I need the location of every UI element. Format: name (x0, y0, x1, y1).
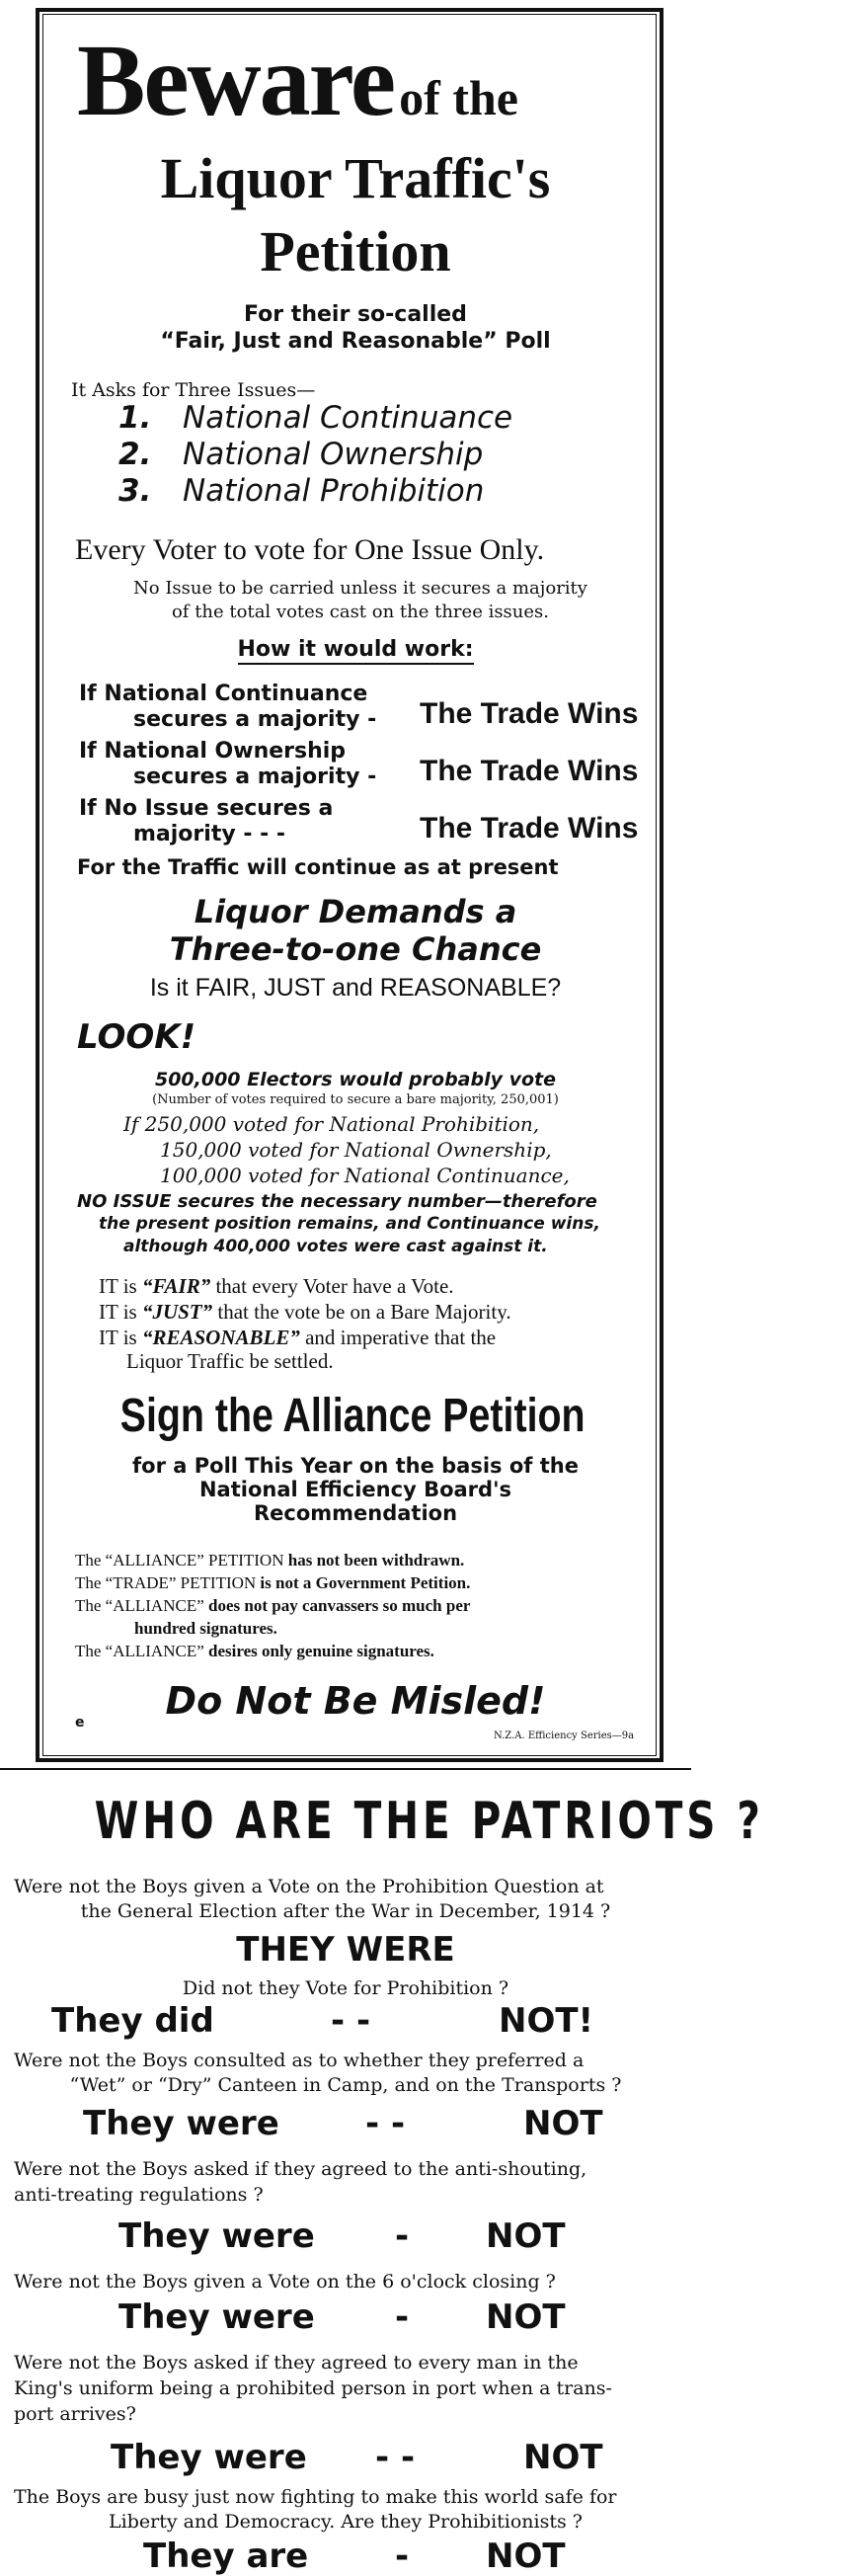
alliance-fact-subject: The “ALLIANCE” PETITION (75, 1551, 288, 1570)
issue-2 (118, 437, 652, 473)
how-heading-wrap (20, 637, 691, 662)
sub-so-called: For their so-called (244, 302, 467, 327)
traffic-continue: For the Traffic will continue as at present (77, 855, 559, 879)
work-row-line1: If National Continuance (79, 682, 368, 706)
question-6-line-3: port arrives? (14, 2403, 136, 2425)
answer-6-right: NOT (523, 2438, 603, 2477)
alliance-fact (75, 1640, 638, 1662)
question-2: Did not they Vote for Prohibition ? (182, 1977, 509, 1999)
answer-4-right: NOT (486, 2216, 566, 2256)
work-row-line2: majority - - - (133, 822, 286, 846)
it-is-prefix: IT is (99, 1274, 142, 1298)
electors-line: 500,000 Electors would probably vote (154, 1069, 557, 1090)
answer-5-left: They were (118, 2297, 315, 2337)
work-row-condition (79, 739, 425, 790)
question-4-line-2: anti-treating regulations ? (14, 2184, 264, 2206)
alliance-fact (75, 1571, 638, 1594)
alliance-fact (75, 1617, 638, 1640)
alliance-fact-text: hundred signatures. (134, 1619, 277, 1638)
question-6-line-2: King's uniform being a prohibited person in port when a trans- (14, 2377, 612, 2399)
issue-label: National Ownership (183, 437, 484, 472)
it-is-keyword: “FAIR” (141, 1274, 211, 1298)
answer-3-left: They were (83, 2104, 279, 2143)
question-7-line-2: Liberty and Democracy. Are they Prohibitionists ? (109, 2511, 583, 2533)
union-mark: e (75, 1715, 85, 1731)
one-issue-only: Every Voter to vote for One Issue Only. (75, 533, 545, 566)
it-is-keyword: “REASONABLE” (141, 1326, 300, 1349)
question-1-line-2: the General Election after the War in December, 1914 ? (80, 1900, 611, 1922)
question-5: Were not the Boys given a Vote on the 6 o'clock closing ? (14, 2271, 556, 2293)
it-is-just (99, 1300, 511, 1325)
headline-beware (77, 22, 669, 140)
work-row-line1: If National Ownership (79, 739, 347, 764)
answer-4-dash: - (395, 2216, 410, 2256)
answer-3-right: NOT (523, 2104, 603, 2143)
patriots-heading: WHO ARE THE PATRIOTS ? (94, 1792, 764, 1851)
answer-they-were: THEY WERE (236, 1930, 455, 1970)
majority-note-1: No Issue to be carried unless it secures a majority (133, 578, 587, 599)
issues-list (118, 400, 652, 510)
work-row-line1: If No Issue secures a (79, 796, 334, 821)
work-row-condition (79, 682, 425, 733)
question-1-line-1: Were not the Boys given a Vote on the Prohibition Question at (14, 1876, 604, 1897)
answer-6-left: They were (111, 2438, 307, 2477)
it-is-rest: and imperative that the (299, 1326, 497, 1349)
issue-label: National Continuance (183, 400, 513, 436)
vote-line-3: 100,000 voted for National Continuance, (160, 1164, 570, 1187)
it-is-fair (99, 1274, 454, 1299)
alliance-fact-text: does not pay canvassers so much per (208, 1596, 471, 1615)
poll-line-3: Recommendation (253, 1501, 458, 1525)
it-is-prefix: IT is (99, 1326, 142, 1349)
answer-4-left: They were (118, 2216, 315, 2256)
work-row-result: The Trade Wins (420, 697, 639, 730)
electors-note: (Number of votes required to secure a bare majority, 250,001) (152, 1092, 559, 1107)
question-3-line-2: “Wet” or “Dry” Canteen in Camp, and on the Transports ? (69, 2074, 622, 2096)
it-is-continued: Liquor Traffic be settled. (126, 1349, 334, 1373)
work-row-condition (79, 796, 425, 847)
no-issue-line-3: although 400,000 votes were cast against it. (123, 1237, 548, 1256)
fair-question: Is it FAIR, JUST and REASONABLE? (149, 974, 562, 1002)
how-heading: How it would work: (238, 637, 474, 665)
it-is-prefix: IT is (99, 1300, 142, 1324)
vote-line-1: If 250,000 voted for National Prohibition, (123, 1112, 540, 1136)
poll-line-2: National Efficiency Board's (198, 1478, 511, 1501)
question-7-line-1: The Boys are busy just now fighting to make this world safe for (14, 2486, 617, 2508)
issue-number: 3. (118, 473, 152, 509)
question-6-line-1: Were not the Boys asked if they agreed to every man in the (14, 2352, 579, 2374)
headline-petition: Petition (260, 219, 451, 283)
answer-7-right: NOT (486, 2536, 566, 2576)
sign-petition: Sign the Alliance Petition (119, 1390, 586, 1442)
work-row-line2: secures a majority - (133, 765, 377, 789)
headline-liquor-traffic: Liquor Traffic's (160, 146, 551, 210)
work-row-result: The Trade Wins (420, 755, 639, 787)
answer-3-dash: - - (365, 2104, 406, 2143)
divider-rule (0, 1768, 691, 1770)
asks-intro: It Asks for Three Issues— (71, 379, 316, 401)
issue-3 (118, 473, 652, 510)
sub-fair-poll: “Fair, Just and Reasonable” Poll (160, 329, 551, 354)
answer-2-dash: - - (331, 2001, 371, 2041)
headline-of-the: of the (399, 70, 518, 125)
it-is-reasonable (99, 1326, 496, 1350)
alliance-fact (75, 1594, 638, 1617)
patriots-heading-wrap (0, 1792, 764, 1851)
headline-beware-word: Beware (77, 24, 395, 137)
question-4-line-1: Were not the Boys asked if they agreed to the anti-shouting, (14, 2158, 587, 2180)
sign-petition-wrap (14, 1389, 691, 1443)
answer-7-left: They are (143, 2536, 309, 2576)
no-issue-line-2: the present position remains, and Continuance wins, (99, 1214, 600, 1234)
alliance-fact-subject: The “TRADE” PETITION (75, 1573, 261, 1592)
issue-1 (118, 400, 652, 437)
alliance-fact-subject: The “ALLIANCE” (75, 1642, 209, 1660)
poll-line-1: for a Poll This Year on the basis of the (132, 1454, 579, 1478)
alliance-fact-text: desires only genuine signatures. (208, 1642, 434, 1660)
alliance-facts (75, 1549, 638, 1662)
answer-7-dash: - (395, 2536, 410, 2576)
alliance-fact (75, 1549, 638, 1571)
demands-line-1: Liquor Demands a (194, 893, 517, 930)
answer-2-left: They did (51, 2001, 214, 2041)
no-issue-line-1: NO ISSUE secures the necessary number—therefore (77, 1191, 597, 1212)
alliance-fact-text: has not been withdrawn. (287, 1551, 465, 1570)
majority-note-2: of the total votes cast on the three issues. (171, 602, 550, 622)
it-is-rest: that every Voter have a Vote. (210, 1274, 454, 1298)
answer-5-dash: - (395, 2297, 410, 2337)
work-row-3 (79, 796, 642, 855)
issue-label: National Prohibition (183, 473, 485, 509)
do-not-be-misled: Do Not Be Misled! (165, 1679, 546, 1723)
issue-number: 1. (118, 400, 152, 436)
demands-line-2: Three-to-one Chance (169, 930, 542, 968)
it-is-keyword: “JUST” (141, 1300, 213, 1324)
answer-6-dash: - - (375, 2438, 416, 2477)
work-row-1 (79, 682, 642, 741)
vote-line-2: 150,000 voted for National Ownership, (160, 1138, 552, 1162)
alliance-fact-subject: The “ALLIANCE” (75, 1596, 209, 1615)
issue-number: 2. (118, 437, 152, 472)
work-row-result: The Trade Wins (420, 812, 639, 845)
alliance-fact-text: is not a Government Petition. (260, 1573, 471, 1592)
work-row-line2: secures a majority - (133, 707, 377, 732)
it-is-rest: that the vote be on a Bare Majority. (212, 1300, 511, 1324)
look-heading: LOOK! (77, 1017, 196, 1057)
question-3-line-1: Were not the Boys consulted as to whether they preferred a (14, 2050, 585, 2071)
work-row-2 (79, 739, 642, 798)
answer-5-right: NOT (486, 2297, 566, 2337)
series-label: N.Z.A. Efficiency Series—9a (494, 1731, 635, 1741)
answer-2-right: NOT! (499, 2001, 594, 2041)
